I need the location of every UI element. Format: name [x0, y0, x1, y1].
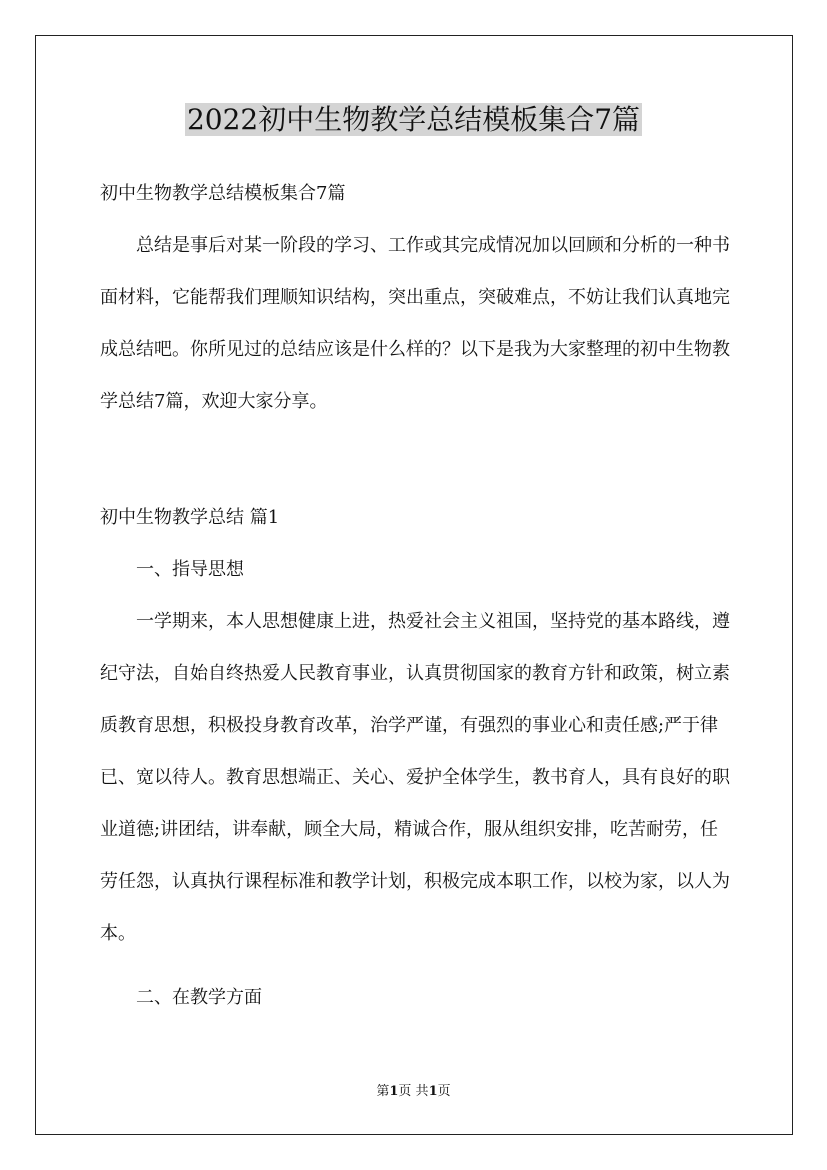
intro-paragraph: 总结是事后对某一阶段的学习、工作或其完成情况加以回顾和分析的一种书面材料，它能帮我们理顺知识结构，突出重点，突破难点，不妨让我们认真地完成总结吧。你所见过的总结应该是什么样的？以下是我为大家整理的初中生物教学总结7篇，欢迎大家分享。 [100, 235, 730, 412]
footer-page-mid: 页 共 [398, 1084, 429, 1099]
document-subtitle: 初中生物教学总结模板集合7篇 [100, 183, 346, 204]
footer-page-suffix: 页 [437, 1084, 451, 1099]
footer-page-prefix: 第 [376, 1084, 390, 1099]
document-title-text: 2022初中生物教学总结模板集合7篇 [186, 103, 641, 136]
heading-guiding-thought: 一、指导思想 [136, 559, 244, 580]
heading-teaching: 二、在教学方面 [136, 987, 262, 1008]
body-paragraph-guiding-thought: 一学期来，本人思想健康上进，热爱社会主义祖国，坚持党的基本路线，遵纪守法，自始自终热爱人民教育事业，认真贯彻国家的教育方针和政策，树立素质教育思想，积极投身教育改革，治学严谨，有强烈的事业心和责任感;严于律已、宽以待人。教育思想端正、关心、爱护全体学生，教书育人，具有良好的职业道德;讲团结，讲奉献，顾全大局，精诚合作，服从组织安排，吃苦耐劳，任劳任怨，认真执行课程标准和教学计划，积极完成本职工作，以校为家，以人为本。 [100, 611, 730, 944]
page-footer [0, 1082, 827, 1102]
section-heading: 初中生物教学总结 篇1 [100, 507, 280, 528]
document-title [0, 100, 827, 140]
footer-page-current: 1 [389, 1084, 399, 1099]
footer-page-total: 1 [428, 1084, 438, 1099]
